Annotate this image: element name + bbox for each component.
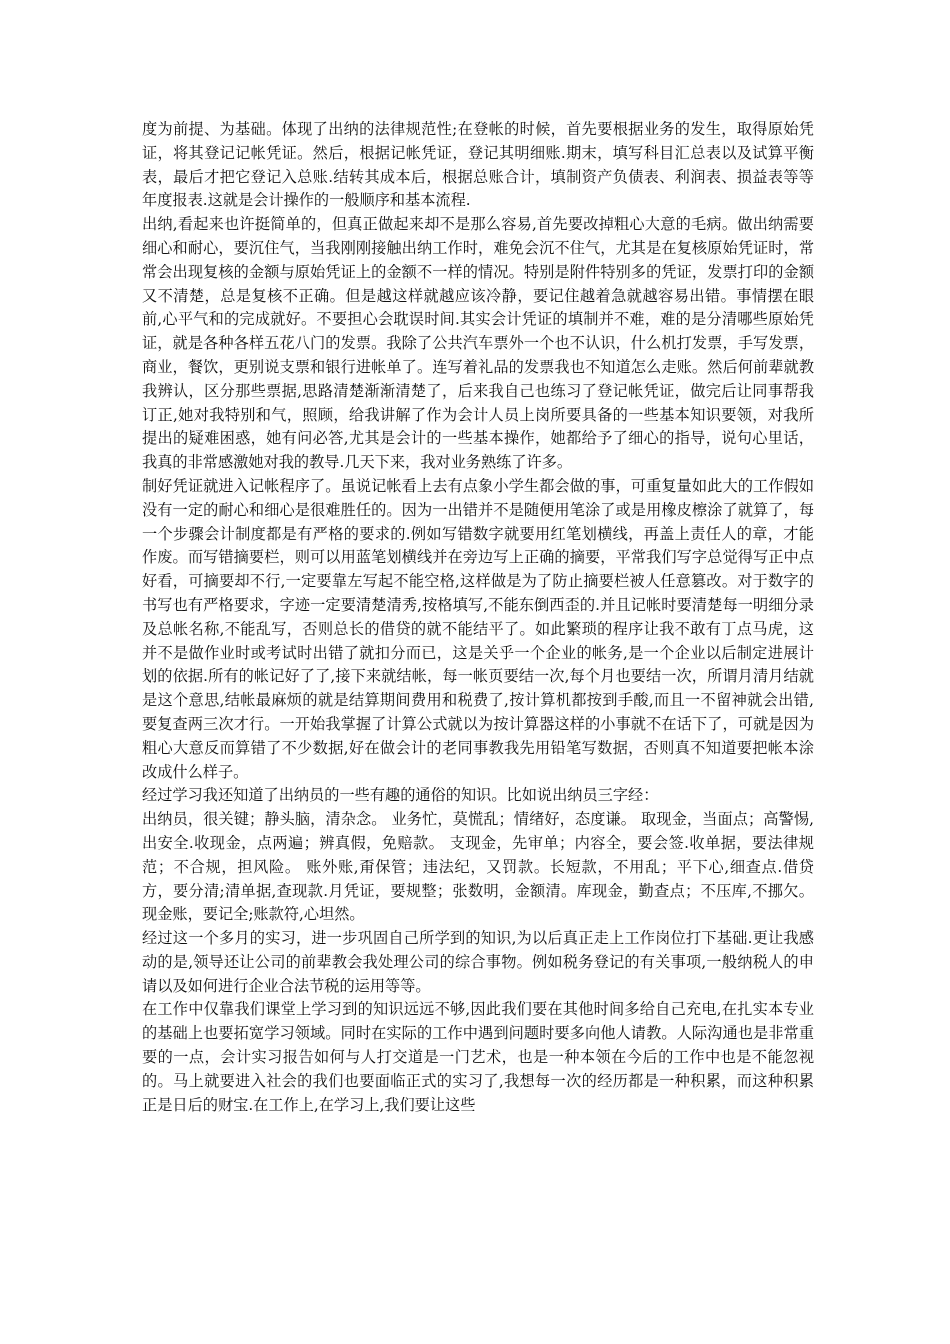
- document-body: [142, 118, 814, 1117]
- paragraph-accounting-process: 度为前提、为基础。体现了出纳的法律规范性;在登帐的时候，首先要根据业务的发生，取得原始凭证，将其登记记帐凭证。然后，根据记帐凭证，登记其明细账.期末，填写科目汇总表以及试算平衡表，最后才把它登记入总账.结转其成本后，根据总账合计，填制资产负债表、利润表、损益表等等年度报表.这就是会计操作的一般顺序和基本流程.: [142, 120, 814, 210]
- paragraph-internship-summary: 经过这一个多月的实习，进一步巩固自己所学到的知识,为以后真正走上工作岗位打下基础.更让我感动的是,领导还让公司的前辈教会我处理公司的综合事物。例如税务登记的有关事项,一般纳税人的申请以及如何进行企业合法节税的运用等等。: [142, 929, 814, 995]
- paragraph-cashier-rhyme: 出纳员，很关键；静头脑，清杂念。 业务忙，莫慌乱；情绪好，态度谦。 取现金，当面点；高警惕,出安全.收现金，点两遍；辨真假，免赔款。 支现金，先审单；内容全，要会签.收单据，要法律规范；不合规，担风险。 账外账,甭保管；违法纪，又罚款。长短款，不用乱；平下心,细查点.借贷方，要分清;清单据,查现款.月凭证，要规整；张数明，金额清。库现金，勤查点；不压库,不挪欠。现金账，要记全;账款符,心坦然。: [142, 810, 814, 924]
- paragraph-cashier-knowledge-intro: 经过学习我还知道了出纳员的一些有趣的通俗的知识。比如说出纳员三字经：: [142, 786, 659, 805]
- paragraph-bookkeeping: 制好凭证就进入记帐程序了。虽说记帐看上去有点象小学生都会做的事，可重复量如此大的工作假如没有一定的耐心和细心是很难胜任的。因为一出错并不是随便用笔涂了或是用橡皮檫涂了就算了，每一个步骤会计制度都是有严格的要求的.例如写错数字就要用红笔划横线，再盖上责任人的章，才能作废。而写错摘要栏，则可以用蓝笔划横线并在旁边写上正确的摘要，平常我们写字总觉得写正中点好看，可摘要却不行,一定要靠左写起不能空格,这样做是为了防止摘要栏被人任意篡改。对于数字的书写也有严格要求，字迹一定要清楚清秀,按格填写,不能东倒西歪的.并且记帐时要清楚每一明细分录及总帐名称,不能乱写，否则总长的借贷的就不能结平了。如此繁琐的程序让我不敢有丁点马虎，这并不是做作业时或考试时出错了就扣分而已，这是关乎一个企业的帐务,是一个企业以后制定进展计划的依据.所有的帐记好了了,接下来就结帐，每一帐页要结一次,每个月也要结一次，所谓月清月结就是这个意思,结帐最麻烦的就是结算期间费用和税费了,按计算机都按到手酸,而且一不留神就会出错,要复查两三次才行。一开始我掌握了计算公式就以为按计算器这样的小事就不在话下了，可就是因为粗心大意反而算错了不少数据,好在做会计的老同事教我先用铅笔写数据，否则真不知道要把帐本涂改成什么样子。: [142, 476, 814, 781]
- paragraph-cashier-experience: 出纳,看起来也许挺简单的，但真正做起来却不是那么容易,首先要改掉粗心大意的毛病。做出纳需要细心和耐心，要沉住气，当我刚刚接触出纳工作时，难免会沉不住气，尤其是在复核原始凭证时，常常会出现复核的金额与原始凭证上的金额不一样的情况。特别是附件特别多的凭证，发票打印的金额又不清楚，总是复核不正确。但是越这样就越应该冷静，要记住越着急就越容易出错。事情摆在眼前,心平气和的完成就好。不要担心会耽误时间.其实会计凭证的填制并不难，难的是分清哪些原始凭证，就是各种各样五花八门的发票。我除了公共汽车票外一个也不认识，什么机打发票，手写发票，商业，餐饮，更别说支票和银行进帐单了。连写着礼品的发票我也不知道怎么走账。然后何前辈就教我辨认，区分那些票据,思路清楚渐渐清楚了，后来我自己也练习了登记帐凭证，做完后让同事帮我订正,她对我特别和气，照顾，给我讲解了作为会计人员上岗所要具备的一些基本知识要领，对我所提出的疑难困惑，她有问必答,尤其是会计的一些基本操作，她都给予了细心的指导，说句心里话，我真的非常感激她对我的教导.几天下来，我对业务熟练了许多。: [142, 215, 814, 472]
- paragraph-learning-reflection: 在工作中仅靠我们课堂上学习到的知识远远不够,因此我们要在其他时间多给自己充电,在扎实本专业的基础上也要拓宽学习领域。同时在实际的工作中遇到问题时要多向他人请教。人际沟通也是非常重要的一点，会计实习报告如何与人打交道是一门艺术，也是一种本领在今后的工作中也是不能忽视的。马上就要进入社会的我们也要面临正式的实习了,我想每一次的经历都是一种积累，而这种积累正是日后的财宝.在工作上,在学习上,我们要让这些: [142, 1000, 814, 1114]
